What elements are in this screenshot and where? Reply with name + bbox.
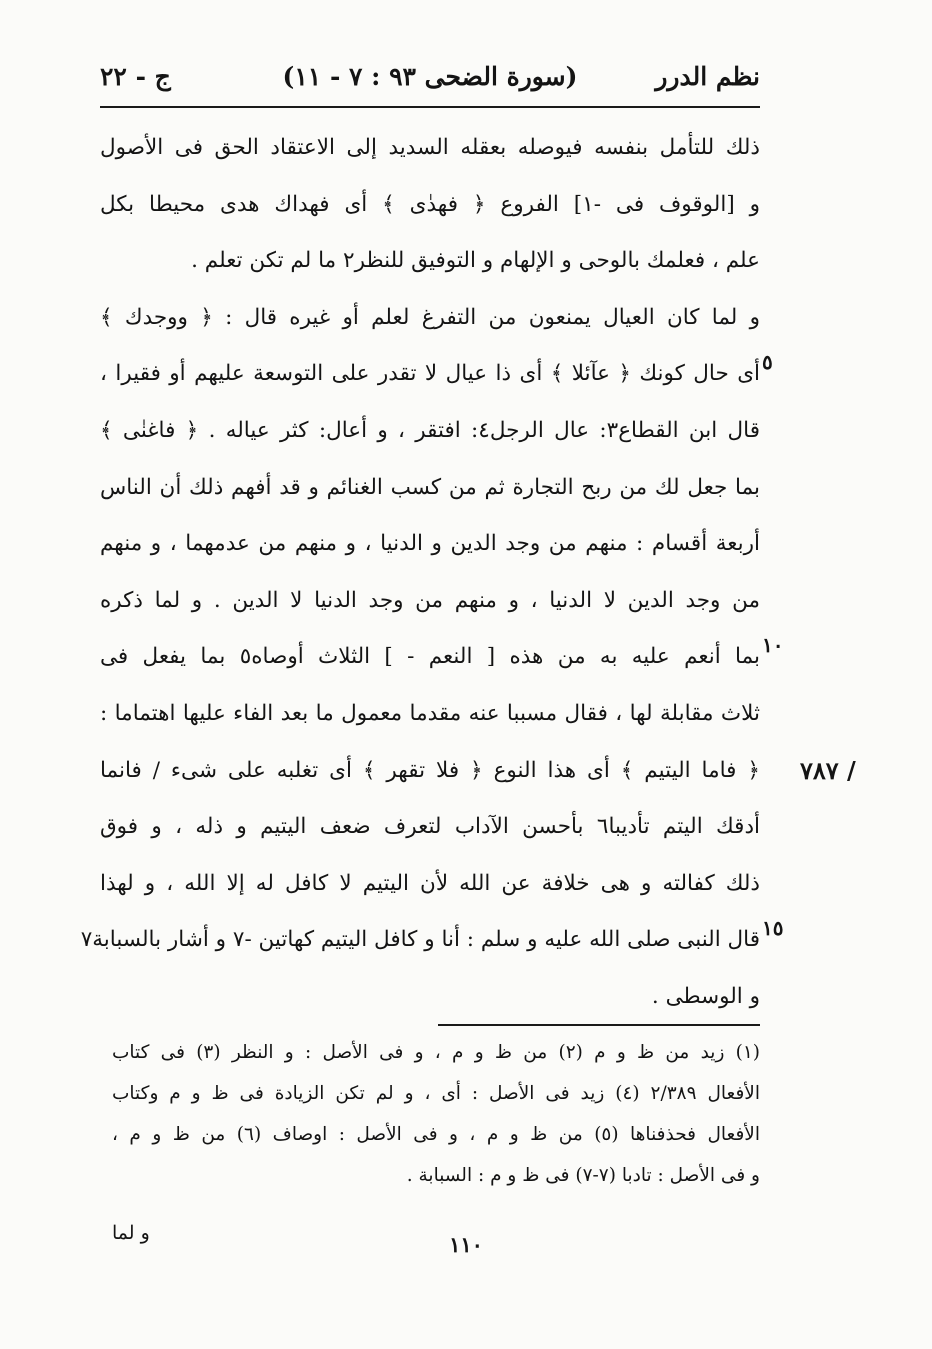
text-line: أدقك اليتم تأديبا٦ بأحسن الآداب لتعرف ضعف اليتيم و ذله ، و فوق <box>100 814 760 840</box>
main-text <box>80 120 761 1026</box>
text-line: من وجد الدين لا الدنيا ، و منهم من وجد الدنيا لا الدين . و لما ذكره <box>100 587 760 613</box>
manuscript-folio-marker: ٧٨٧ / <box>800 756 856 785</box>
text-line: ذلك للتأمل بنفسه فيوصله بعقله السديد إلى الاعتقاد الحق فى الأصول <box>100 135 760 160</box>
text-line: بما جعل لك من ربح التجارة ثم من كسب الغنائم و قد أفهم ذلك أن الناس <box>100 474 760 500</box>
surah-reference: (سورة الضحى ٩٣ : ٧ - ١١) <box>282 62 578 91</box>
footnote-divider <box>438 1024 760 1026</box>
header-divider <box>100 106 760 108</box>
line-number-10: ١٠ <box>762 633 784 657</box>
line-number-15: ١٥ <box>762 916 784 940</box>
footnote-line: و فى الأصل : تادبا (٧-٧) فى ظ و م : السبابة . <box>406 1165 760 1186</box>
volume-label: ج - ٢٢ <box>100 62 171 91</box>
running-header <box>100 54 760 100</box>
footnote-line: (١) زيد من ظ و م (٢) من ظ و م ، و فى الأصل : و النظر (٣) فى كتاب <box>112 1042 760 1063</box>
text-line: قال ابن القطاع٣: عال الرجل٤: افتقر ، و أعال: كثر عياله . ﴿ فاغنٰى ﴾ <box>100 417 761 443</box>
text-line: ﴿ فاما اليتيم ﴾ أى هذا النوع ﴿ فلا تقهر ﴾ أى تغلبه على شىء / فانما <box>100 757 760 783</box>
text-line: أربعة أقسام : منهم من وجد الدين و الدنيا ، و منهم من عدمهما ، و منهم <box>100 531 760 557</box>
footnotes <box>112 1032 760 1196</box>
book-title: نظم الدرر <box>655 62 760 91</box>
text-line: و لما كان العيال يمنعون من التفرغ لعلم أو غيره قال : ﴿ ووجدك ﴾ <box>100 304 760 330</box>
text-line: قال النبى صلى الله عليه و سلم : أنا و كافل اليتيم كهاتين -٧ و أشار بالسبابة٧ <box>80 927 760 953</box>
footnote-line: الأفعال فحذفناها (٥) من ظ و م ، و فى الأصل : اوصاف (٦) من ظ و م ، <box>112 1124 760 1145</box>
text-line: ذلك كفالته و هى خلافة عن الله لأن اليتيم لا كافل له إلا الله ، و لهذا <box>100 870 760 896</box>
text-line: و الوسطى . <box>651 983 760 1009</box>
text-line: علم ، فعلمك بالوحى و الإلهام و التوفيق للنظر٢ ما لم تكن تعلم . <box>191 248 760 274</box>
text-line: أى حال كونك ﴿ عآئلا ﴾ أى ذا عيال لا تقدر على التوسعة عليهم أو فقيرا ، <box>100 361 760 387</box>
footnote-line: الأفعال ٢/٣٨٩ (٤) زيد فى الأصل : أى ، و لم تكن الزيادة فى ظ و م وكتاب <box>112 1083 760 1104</box>
catchword: و لما <box>112 1222 150 1244</box>
page-number: ١١٠ <box>449 1232 483 1257</box>
text-line: ثلاث مقابلة لها ، فقال مسببا عنه مقدما معمول ما بعد الفاء عليها اهتماما : <box>100 700 760 726</box>
line-number-5: ٥ <box>762 350 773 374</box>
text-line: و [الوقوف فى -١] الفروع ﴿ فهدٰى ﴾ أى فهداك هدى محيطا بكل <box>100 191 760 217</box>
text-line: بما أنعم عليه به من هذه [ النعم - ] الثلاث أوصاه٥ بما يفعل فى <box>100 644 761 670</box>
